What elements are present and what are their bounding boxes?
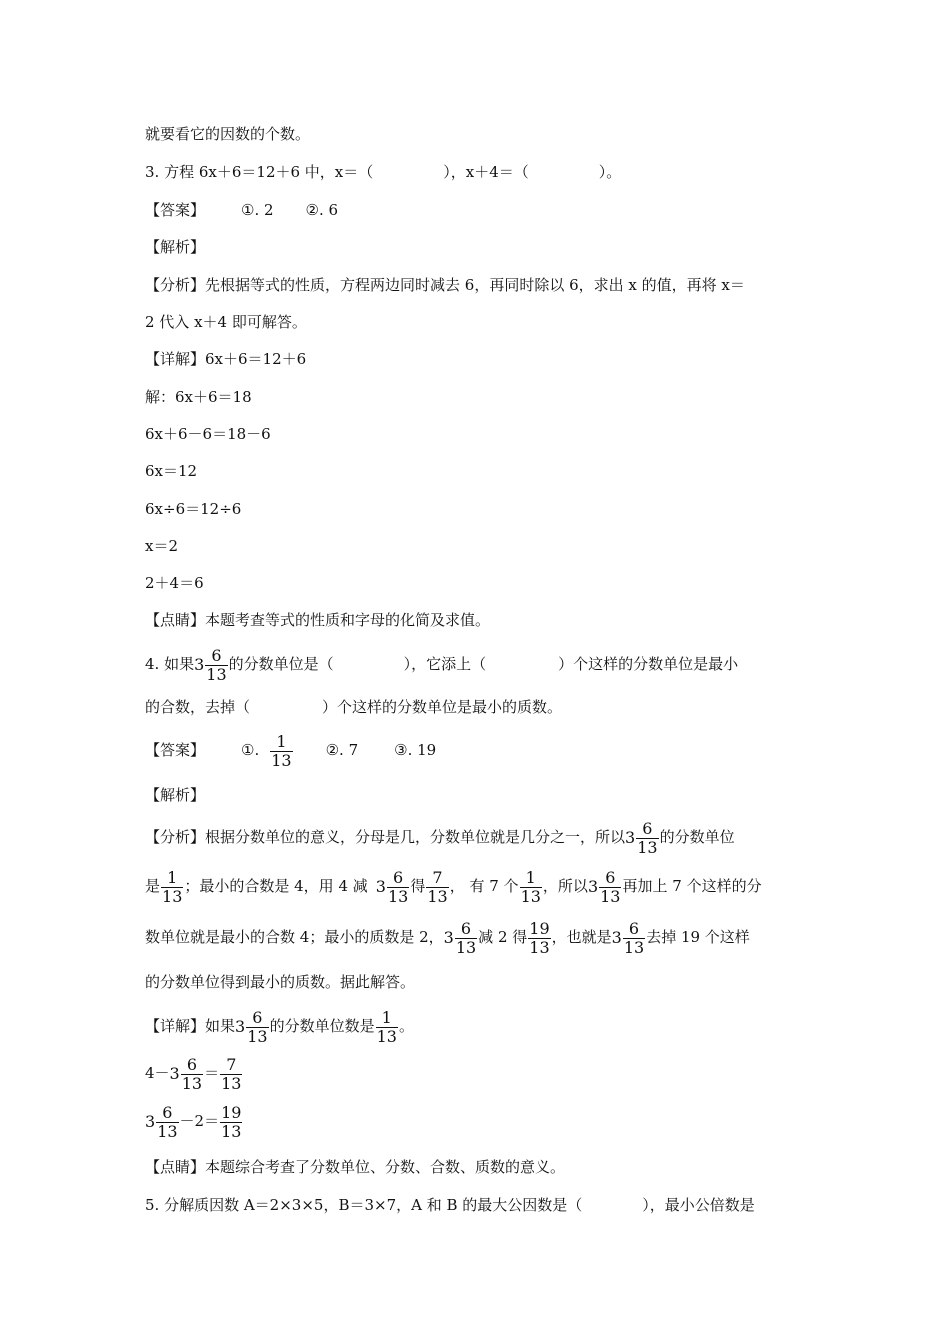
q4-text: 4－ (145, 1064, 170, 1082)
q3-answer (145, 200, 338, 220)
fraction: $\frac{6}{13}$ (600, 867, 621, 906)
answer-tag: 【答案】 (145, 741, 206, 759)
q4-text: 去掉 19 个这样 (646, 928, 750, 946)
q4-text: ，所以 (542, 877, 588, 895)
answer-item: ②. 6 (305, 201, 339, 219)
q3-step: x＝2 (145, 537, 179, 555)
fraction: $\frac{6}{13}$ (181, 1054, 203, 1093)
q4-analysis (145, 866, 762, 907)
mixed-whole: 3 (194, 655, 205, 674)
q4-text: ）个这样的分数单位是最小的质数。 (322, 698, 563, 716)
q4-text: 。 (398, 1017, 414, 1035)
q4-text: ；最小的合数是 4，用 4 减 (184, 877, 368, 895)
fraction: $\frac{1}{13}$ (520, 867, 541, 906)
fraction: $\frac{1}{13}$ (271, 731, 292, 770)
q3-text: ），x＋4＝（ (443, 163, 529, 181)
q3-text: ）。 (598, 163, 622, 181)
q4-insight: 【点睛】本题综合考查了分数单位、分数、合数、质数的意义。 (145, 1158, 566, 1176)
q4-detail (145, 1006, 414, 1047)
q4-equation (145, 1053, 243, 1094)
mixed-whole: 3 (235, 1017, 246, 1036)
q4-text: 的分数单位数是 (269, 1017, 375, 1035)
q4-text: ， 有 7 个 (449, 877, 519, 895)
q4-equation (145, 1101, 243, 1142)
q5-text: ），最小公倍数是 (642, 1196, 755, 1214)
answer-item: ②. 7 (325, 741, 359, 759)
fraction: $\frac{7}{13}$ (427, 867, 448, 906)
q4-text: 再加上 7 个这样的分 (622, 877, 762, 895)
q4-text: 数单位就是最小的合数 4；最小的质数是 2， (145, 928, 444, 946)
text-line: 就要看它的因数的个数。 (145, 125, 311, 143)
q4-text: ），它添上（ (403, 655, 487, 673)
q3-text: 3. 方程 6x＋6＝12＋6 中，x＝（ (145, 163, 374, 181)
mixed-whole: 3 (611, 928, 622, 947)
answer-item: ①. 2 (241, 201, 274, 219)
q3-insight: 【点睛】本题考查等式的性质和字母的化简及求值。 (145, 611, 491, 629)
fraction: $\frac{19}{13}$ (529, 918, 550, 957)
q4-text: 是 (145, 877, 161, 895)
q4-answer (145, 730, 436, 770)
mixed-whole: 3 (375, 877, 386, 896)
fraction: $\frac{6}{13}$ (157, 1102, 178, 1141)
q4-text: 的合数，去掉（ (145, 698, 251, 716)
q4-text: 减 2 得 (478, 928, 528, 946)
q3-step: 6x＋6－6＝18－6 (145, 425, 271, 443)
mixed-whole: 3 (587, 877, 599, 896)
q3-jiexi: 【解析】 (145, 238, 206, 256)
fraction: $\frac{6}{13}$ (247, 1007, 268, 1046)
question-4 (145, 644, 738, 685)
q4-jiexi: 【解析】 (145, 786, 206, 804)
q4-text: 的分数单位 (659, 828, 735, 846)
fraction: $\frac{1}{13}$ (376, 1007, 397, 1046)
question-3 (145, 162, 621, 182)
mixed-whole: 3 (145, 1112, 156, 1131)
q3-step: 解：6x＋6＝18 (145, 388, 252, 406)
fraction: $\frac{19}{13}$ (221, 1102, 242, 1141)
q3-analysis: 2 代入 x＋4 即可解答。 (145, 313, 307, 331)
q4-text: 的分数单位是（ (228, 655, 334, 673)
fraction: $\frac{6}{13}$ (206, 645, 227, 684)
mixed-whole: 3 (169, 1064, 180, 1083)
q3-detail: 【详解】6x＋6＝12＋6 (145, 350, 307, 368)
fraction: $\frac{6}{13}$ (387, 867, 409, 906)
q5-text: 5. 分解质因数 A＝2×3×5，B＝3×7，A 和 B 的最大公因数是（ (145, 1196, 583, 1214)
fraction: $\frac{7}{13}$ (221, 1054, 242, 1093)
mixed-whole: 3 (443, 928, 454, 947)
q4-analysis: 的分数单位得到最小的质数。据此解答。 (145, 973, 416, 991)
q4-analysis (145, 817, 735, 858)
q3-step: 2＋4＝6 (145, 574, 204, 592)
answer-item: ③. 19 (394, 741, 437, 759)
fraction: $\frac{6}{13}$ (623, 918, 645, 957)
q4-analysis (145, 917, 750, 958)
q3-step: 6x＝12 (145, 462, 198, 480)
question-5 (145, 1195, 755, 1215)
fraction: $\frac{1}{13}$ (162, 867, 183, 906)
q4-text: 得 (410, 877, 426, 895)
mixed-whole: 3 (625, 828, 636, 847)
q4-text: ，也就是 (551, 928, 612, 946)
q4-text: 【分析】根据分数单位的意义，分母是几，分数单位就是几分之一，所以 (145, 828, 626, 846)
fraction: $\frac{6}{13}$ (637, 818, 658, 857)
answer-tag: 【答案】 (145, 201, 206, 219)
question-4-cont (145, 697, 562, 717)
q4-text: 4. 如果 (145, 655, 195, 673)
fraction: $\frac{6}{13}$ (455, 918, 477, 957)
q3-analysis: 【分析】先根据等式的性质，方程两边同时减去 6，再同时除以 6，求出 x 的值，再将 x＝ (145, 276, 745, 294)
q4-text: ＝ (204, 1064, 220, 1082)
q4-text: 【详解】如果 (145, 1017, 236, 1035)
q3-step: 6x÷6＝12÷6 (145, 500, 242, 518)
q4-text: －2＝ (179, 1112, 220, 1130)
q4-text: ）个这样的分数单位是最小 (558, 655, 739, 673)
answer-item: ①. (241, 741, 260, 759)
